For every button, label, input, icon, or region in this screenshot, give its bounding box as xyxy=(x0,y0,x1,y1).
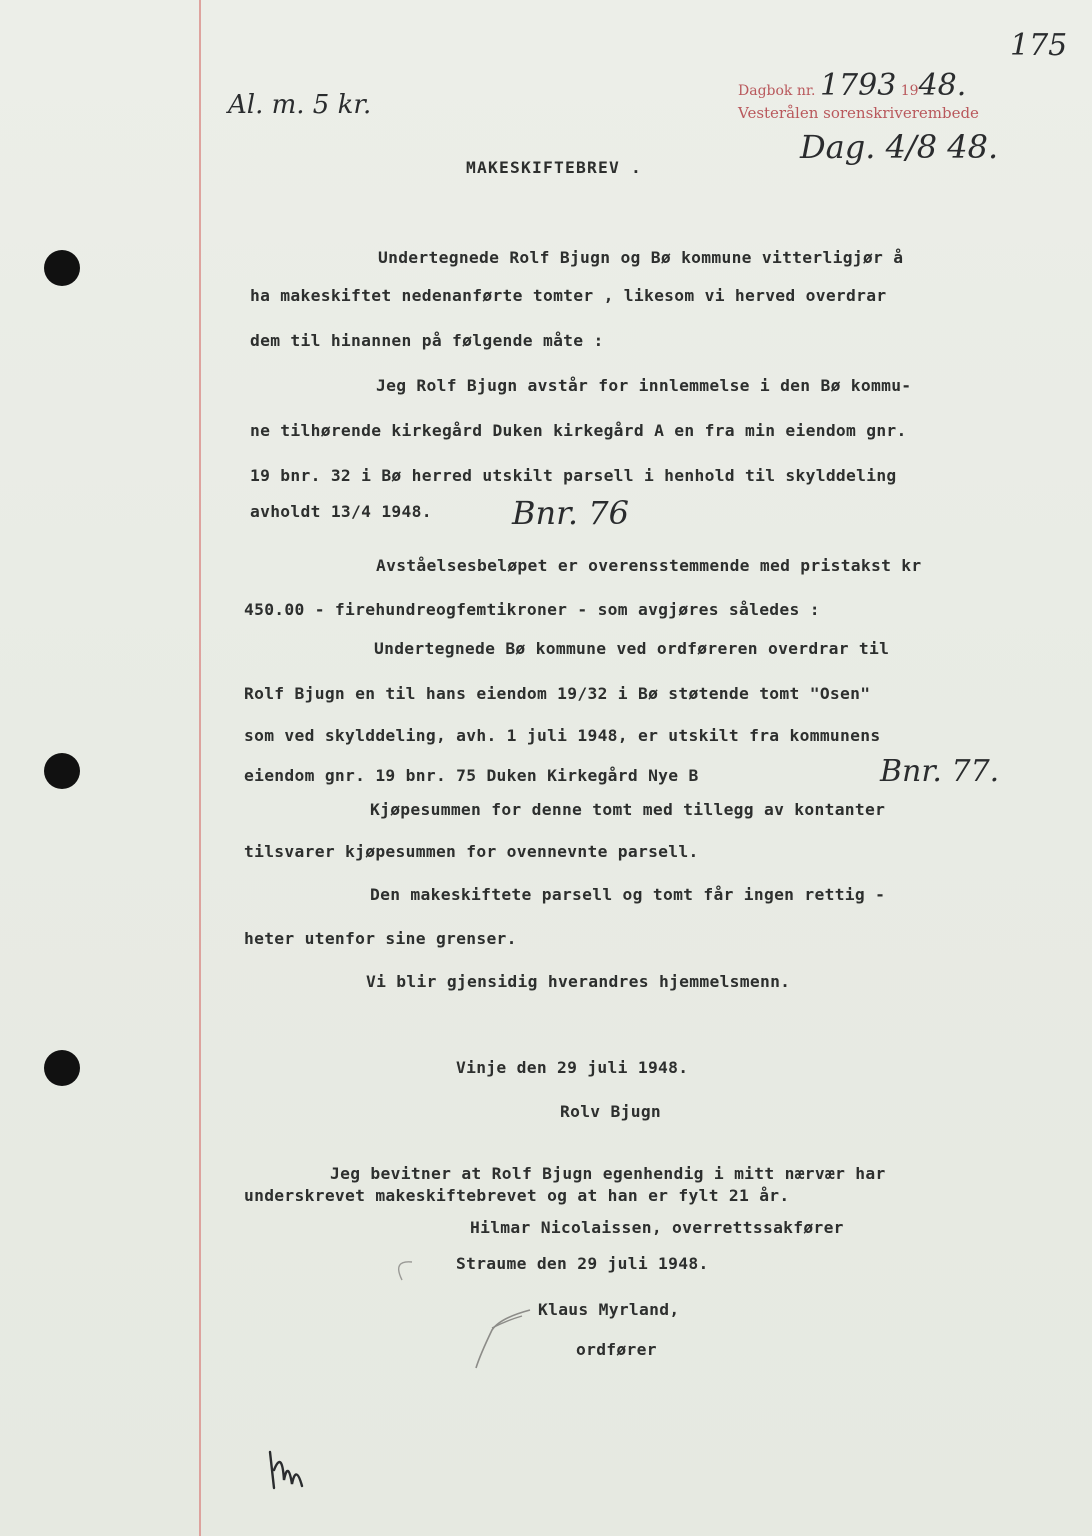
document-title: MAKESKIFTEBREV . xyxy=(466,158,643,177)
bnr-76-note: Bnr. 76 xyxy=(512,494,629,532)
body-line: Jeg Rolf Bjugn avstår for innlemmelse i den Bø kommu- xyxy=(376,376,912,395)
body-line: ha makeskiftet nedenanførte tomter , likesom vi herved overdrar xyxy=(250,286,887,305)
body-line: heter utenfor sine grenser. xyxy=(244,929,517,948)
registry-stamp-line1: Dagbok nr. 1793 1948. xyxy=(738,68,967,103)
body-line: dem til hinannen på følgende måte : xyxy=(250,331,604,350)
page-number: 175 xyxy=(1010,28,1068,63)
punch-hole xyxy=(44,250,80,286)
pencil-mark xyxy=(380,1250,580,1400)
registry-date: Dag. 4/8 48. xyxy=(800,128,999,166)
registry-number: 1793 xyxy=(819,68,897,103)
body-line: Den makeskiftete parsell og tomt får ingen rettig - xyxy=(370,885,886,904)
witness-place-date: Straume den 29 juli 1948. xyxy=(456,1254,709,1273)
body-line: Vi blir gjensidig hverandres hjemmelsmenn. xyxy=(366,972,791,991)
body-line: Avståelsesbeløpet er overensstemmende med pristakst kr xyxy=(376,556,922,575)
body-line: 19 bnr. 32 i Bø herred utskilt parsell i henhold til skylddeling xyxy=(250,466,897,485)
witness-statement: Jeg bevitner at Rolf Bjugn egenhendig i mitt nærvær har xyxy=(330,1164,886,1183)
body-line: tilsvarer kjøpesummen for ovennevnte parsell. xyxy=(244,842,699,861)
mayor-title: ordfører xyxy=(576,1340,657,1359)
body-line: Undertegnede Rolf Bjugn og Bø kommune vitterligjør å xyxy=(378,248,904,267)
margin-line xyxy=(199,0,201,1536)
registry-year: 48. xyxy=(918,68,967,103)
body-line: eiendom gnr. 19 bnr. 75 Duken Kirkegård Nye B xyxy=(244,766,699,785)
mayor-name: Klaus Myrland, xyxy=(538,1300,680,1319)
initials-signature xyxy=(262,1440,322,1500)
signer-name: Rolv Bjugn xyxy=(560,1102,662,1121)
witness-statement: underskrevet makeskiftebrevet og at han er fylt 21 år. xyxy=(244,1186,790,1205)
punch-hole xyxy=(44,753,80,789)
punch-hole xyxy=(44,1050,80,1086)
body-line: avholdt 13/4 1948. xyxy=(250,502,432,521)
fee-note: Al. m. 5 kr. xyxy=(228,90,372,120)
bnr-77-note: Bnr. 77. xyxy=(880,754,1000,789)
body-line: som ved skylddeling, avh. 1 juli 1948, er utskilt fra kommunens xyxy=(244,726,881,745)
place-date: Vinje den 29 juli 1948. xyxy=(456,1058,689,1077)
body-line: Undertegnede Bø kommune ved ordføreren overdrar til xyxy=(374,639,890,658)
body-line: Rolf Bjugn en til hans eiendom 19/32 i Bø støtende tomt "Osen" xyxy=(244,684,871,703)
body-line: ne tilhørende kirkegård Duken kirkegård A en fra min eiendom gnr. xyxy=(250,421,907,440)
body-line: Kjøpesummen for denne tomt med tillegg av kontanter xyxy=(370,800,886,819)
body-line: 450.00 - firehundreogfemtikroner - som avgjøres således : xyxy=(244,600,820,619)
registry-stamp-line2: Vesterålen sorenskriverembede xyxy=(738,104,979,122)
witness-name: Hilmar Nicolaissen, overrettssakfører xyxy=(470,1218,844,1237)
